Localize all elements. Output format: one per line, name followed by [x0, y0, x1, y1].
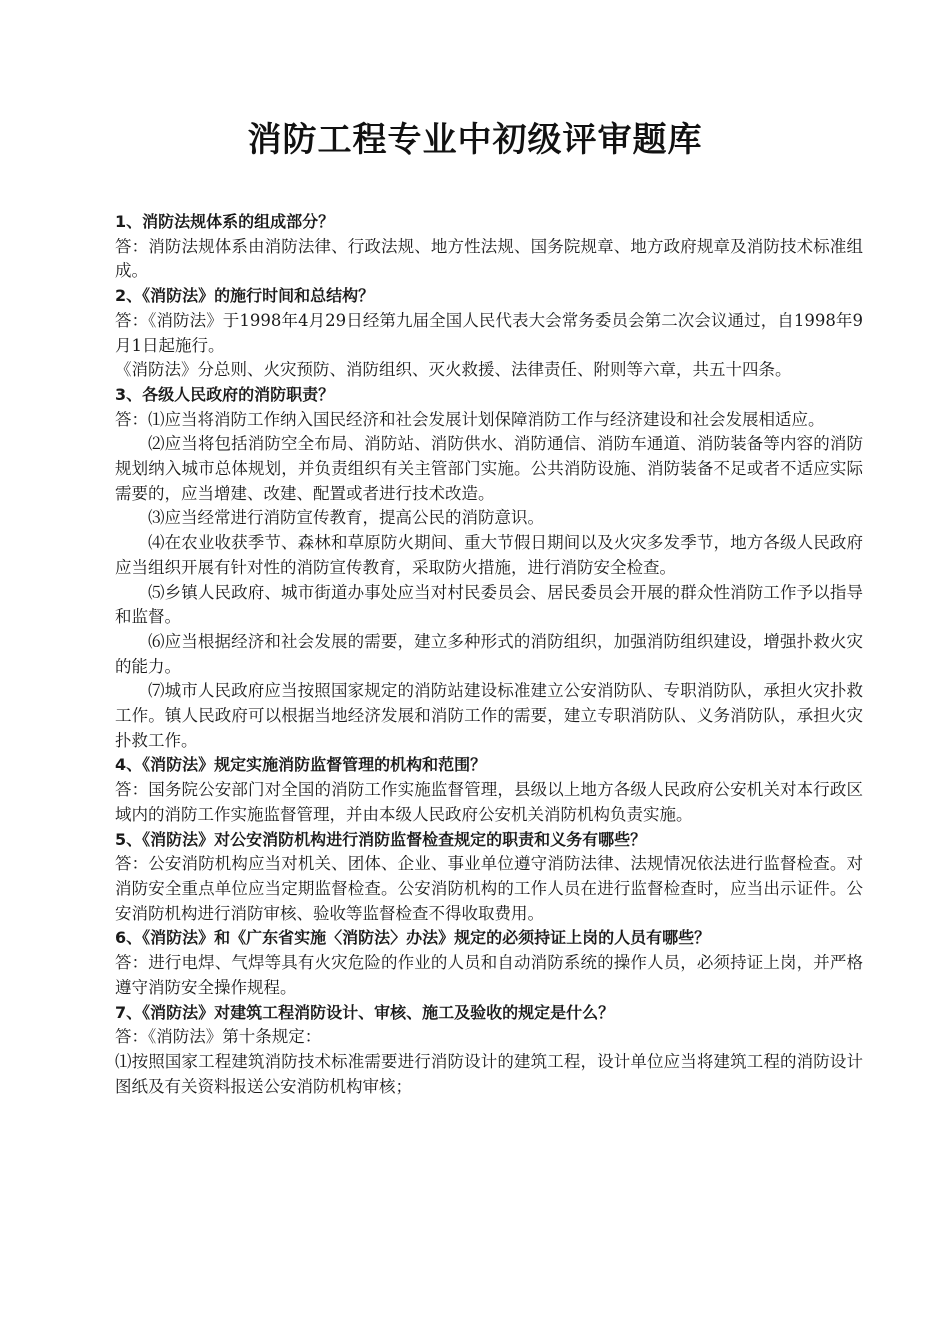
answer-paragraph: 答：消防法规体系由消防法律、行政法规、地方性法规、国务院规章、地方政府规章及消防技术标准组成。 [115, 236, 863, 281]
answer-subitem: ⑹应当根据经济和社会发展的需要，建立多种形式的消防组织，加强消防组织建设，增强扑救火灾的能力。 [115, 631, 863, 676]
answer-subitem: ⑸乡镇人民政府、城市街道办事处应当对村民委员会、居民委员会开展的群众性消防工作予以指导和监督。 [115, 582, 863, 627]
answer-paragraph: ⑴按照国家工程建筑消防技术标准需要进行消防设计的建筑工程，设计单位应当将建筑工程的消防设计图纸及有关资料报送公安消防机构审核； [115, 1051, 863, 1096]
question-heading: 5、《消防法》对公安消防机构进行消防监督检查规定的职责和义务有哪些？ [115, 829, 647, 849]
question-heading: 7、《消防法》对建筑工程消防设计、审核、施工及验收的规定是什么？ [115, 1002, 615, 1022]
answer-subitem: ⑷在农业收获季节、森林和草原防火期间、重大节假日期间以及火灾多发季节，地方各级人民政府应当组织开展有针对性的消防宣传教育，采取防火措施，进行消防安全检查。 [115, 533, 863, 577]
answer-paragraph: 答：进行电焊、气焊等具有火灾危险的作业的人员和自动消防系统的操作人员，必须持证上岗，并严格遵守消防安全操作规程。 [115, 953, 863, 997]
answer-subitem: ⑵应当将包括消防空全布局、消防站、消防供水、消防通信、消防车通道、消防装备等内容的消防规划纳入城市总体规划，并负责组织有关主管部门实施。公共消防设施、消防装备不足或者不适应实际需要的，应当增建、改建、配置或者进行技术改造。 [115, 434, 863, 503]
answer-paragraph: 《消防法》分总则、火灾预防、消防组织、灭火救援、法律责任、附则等六章，共五十四条。 [115, 360, 792, 380]
answer-paragraph: 答：《消防法》第十条规定： [115, 1027, 322, 1047]
answer-paragraph: 答：公安消防机构应当对机关、团体、企业、事业单位遵守消防法律、法规情况依法进行监督检查。对消防安全重点单位应当定期监督检查。公安消防机构的工作人员在进行监督检查时，应当出示证件。公安消防机构进行消防审核、验收等监督检查不得收取费用。 [115, 854, 863, 923]
answer-subitem: ⑺城市人民政府应当按照国家规定的消防站建设标准建立公安消防队、专职消防队，承担火灾扑救工作。镇人民政府可以根据当地经济发展和消防工作的需要，建立专职消防队、义务消防队，承担火灾扑救工作。 [115, 681, 863, 750]
question-heading: 4、《消防法》规定实施消防监督管理的机构和范围？ [115, 755, 487, 775]
document-body [115, 210, 863, 1099]
answer-subitem: ⑶应当经常进行消防宣传教育，提高公民的消防意识。 [148, 508, 544, 528]
answer-paragraph: 答：《消防法》于1998年4月29日经第九届全国人民代表大会常务委员会第二次会议通过，自1998年9月1日起施行。 [115, 310, 863, 355]
question-heading: 2、《消防法》的施行时间和总结构？ [115, 286, 375, 306]
answer-paragraph: 答：国务院公安部门对全国的消防工作实施监督管理，县级以上地方各级人民政府公安机关对本行政区域内的消防工作实施监督管理，并由本级人民政府公安机关消防机构负责实施。 [115, 780, 863, 824]
question-heading: 1、消防法规体系的组成部分？ [115, 212, 335, 231]
question-heading: 3、各级人民政府的消防职责？ [115, 384, 335, 404]
question-heading: 6、《消防法》和《广东省实施〈消防法〉办法》规定的必须持证上岗的人员有哪些？ [115, 928, 711, 948]
document-title: 消防工程专业中初级评审题库 [247, 120, 703, 160]
answer-paragraph: 答：⑴应当将消防工作纳入国民经济和社会发展计划保障消防工作与经济建设和社会发展相适应。 [115, 409, 825, 429]
